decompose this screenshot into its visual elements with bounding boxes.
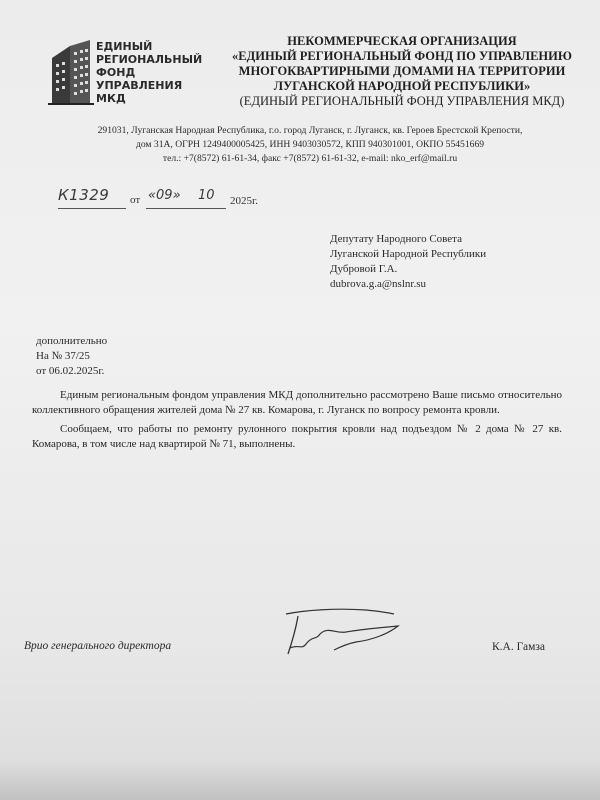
recipient-line: Депутату Народного Совета [330, 233, 463, 245]
page-shadow [0, 760, 600, 800]
signatory-name: К.А. Гамза [492, 641, 545, 653]
recipient-line: Дубровой Г.А. [330, 263, 398, 275]
reference-line: На № 37/25 [36, 350, 90, 362]
body-paragraph: Сообщаем, что работы по ремонту рулонного покрытия кровли над подъездом № 2 дома № 27 кв. Комарова, в том числе над квартирой № 71, выполнены. [32, 423, 562, 450]
logo-line: УПРАВЛЕНИЯ [96, 79, 183, 92]
logo-line: ЕДИНЫЙ [96, 40, 153, 53]
logo [48, 38, 208, 108]
body-paragraph: Единым региональным фондом управления МКД дополнительно рассмотрено Ваше письмо относительно коллективного обращения жителей дома № 27 кв. Комарова, г. Луганск по вопросу ремонта кровли. [32, 389, 562, 416]
reference-block [36, 334, 107, 379]
org-line: (ЕДИНЫЙ РЕГИОНАЛЬНЫЙ ФОНД УПРАВЛЕНИЯ МКД) [239, 94, 565, 108]
date-day: «09» [148, 188, 181, 203]
date-prefix: от [130, 194, 141, 206]
outgoing-number: К1329 [58, 186, 110, 204]
address-block [40, 124, 580, 166]
registration-line [58, 186, 318, 216]
address-line: тел.: +7(8572) 61-61-34, факс +7(8572) 61-61-32, e-mail: nko_erf@mail.ru [162, 153, 458, 164]
handwritten-signature [276, 604, 406, 660]
recipient-email: dubrova.g.a@nslnr.su [330, 278, 426, 290]
letter-body [32, 388, 562, 456]
reference-line: от 06.02.2025г. [36, 365, 105, 377]
org-line: НЕКОММЕРЧЕСКАЯ ОРГАНИЗАЦИЯ [287, 34, 517, 48]
logo-line: ФОНД [96, 66, 136, 79]
address-line: дом 31А, ОГРН 1249400005425, ИНН 9403030572, КПП 940301001, ОКПО 55451669 [135, 139, 485, 150]
logo-text [96, 40, 202, 105]
building-icon [48, 38, 94, 106]
reference-line: дополнительно [36, 335, 108, 347]
number-underline [58, 208, 126, 209]
date-underline [146, 208, 226, 209]
recipient-block [330, 232, 580, 292]
logo-line: МКД [96, 92, 126, 105]
org-line: «ЕДИНЫЙ РЕГИОНАЛЬНЫЙ ФОНД ПО УПРАВЛЕНИЮ [232, 49, 572, 63]
date-year: 2025г. [230, 195, 259, 207]
recipient-line: Луганской Народной Республики [330, 248, 487, 260]
signatory-position: Врио генерального директора [24, 640, 172, 652]
org-line: МНОГОКВАРТИРНЫМИ ДОМАМИ НА ТЕРРИТОРИИ [238, 64, 566, 78]
org-line: ЛУГАНСКОЙ НАРОДНОЙ РЕСПУБЛИКИ» [273, 79, 531, 93]
address-line: 291031, Луганская Народная Республика, г.о. город Луганск, г. Луганск, кв. Героев Брестской Крепости, [97, 125, 523, 136]
logo-line: РЕГИОНАЛЬНЫЙ [96, 53, 203, 66]
organization-header [212, 34, 592, 109]
date-month: 10 [198, 188, 215, 203]
